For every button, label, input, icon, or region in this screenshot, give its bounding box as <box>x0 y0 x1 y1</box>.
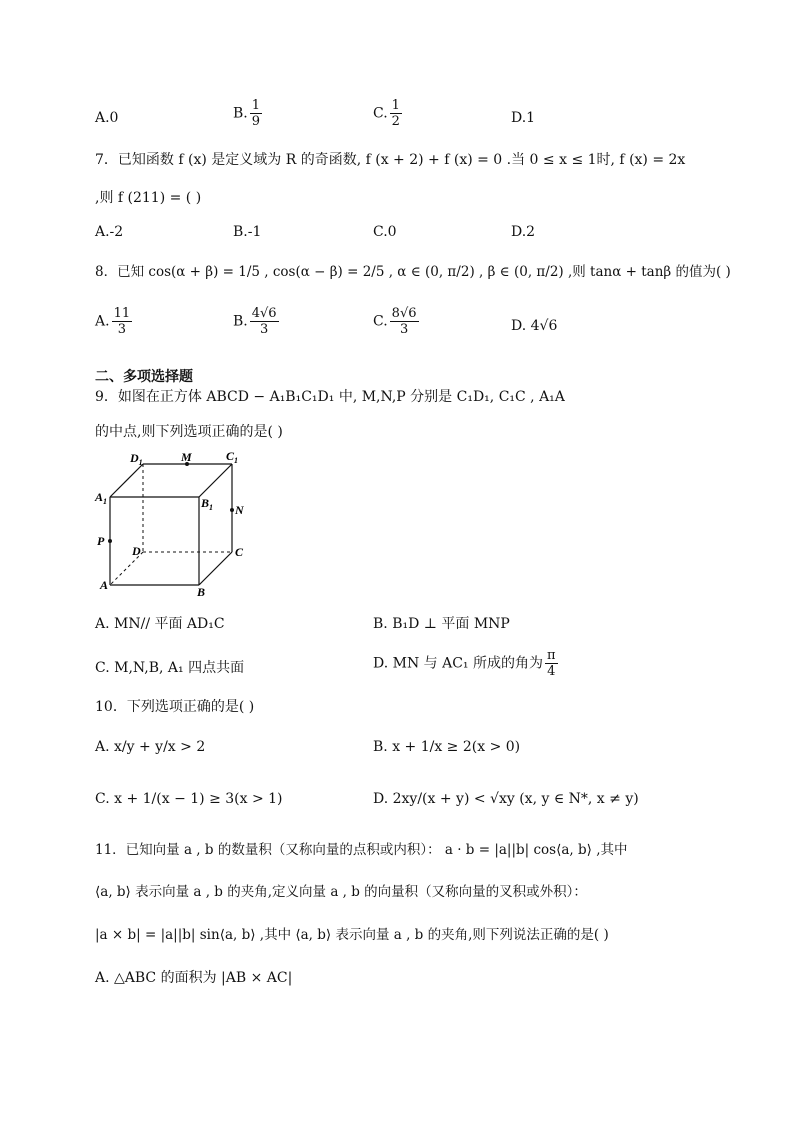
q7-stem-line2: ,则 f (211) = ( ) <box>95 190 202 206</box>
cube-diagram <box>92 450 252 600</box>
label-a1: $A_1$ <box>95 490 108 506</box>
q9-option-a: A. MN// 平面 AD₁C <box>95 616 225 632</box>
label-a: A <box>100 578 109 592</box>
q7-stem-line1: 7．已知函数 f (x) 是定义域为 R 的奇函数, f (x + 2) + f (x) = 0 .当 0 ≤ x ≤ 1时, f (x) = 2x <box>95 152 686 168</box>
label-b1: $B_1$ <box>201 496 214 512</box>
q10-option-d: D. 2xy/(x + y) < √xy (x, y ∈ N*, x ≠ y) <box>373 791 639 807</box>
q6-option-a: A.0 <box>95 110 119 126</box>
q6-option-b: B. $\frac{1}{9}$ <box>233 98 261 129</box>
q8-option-a: A. $\frac{11}{3}$ <box>95 306 131 337</box>
q7-option-a: A.-2 <box>95 224 124 240</box>
q11-stem-line2: ⟨a, b⟩ 表示向量 a , b 的夹角,定义向量 a , b 的向量积（又称向量的叉积或外积）： <box>95 884 587 900</box>
label-d1: $D_1$ <box>130 451 143 467</box>
label-p: P <box>97 534 105 548</box>
label-b: B <box>197 585 206 599</box>
q6-option-c: C. $\frac{1}{2}$ <box>373 98 400 129</box>
point-p <box>108 539 112 543</box>
q7-option-c: C.0 <box>373 224 397 240</box>
q9-option-c: C. M,N,B, A₁ 四点共面 <box>95 660 245 676</box>
q10-option-c: C. x + 1/(x − 1) ≥ 3(x > 1) <box>95 791 283 807</box>
q7-option-d: D.2 <box>511 224 536 240</box>
label-c: C <box>235 545 244 559</box>
label-n: N <box>235 503 244 517</box>
q8-option-b: B. $\frac{4√6}{3}$ <box>233 306 277 337</box>
point-n <box>230 508 234 512</box>
q9-option-b: B. B₁D ⊥ 平面 MNP <box>373 616 510 632</box>
q10-stem: 10．下列选项正确的是( ) <box>95 699 255 715</box>
label-m: M <box>181 450 192 464</box>
q10-option-b: B. x + 1/x ≥ 2(x > 0) <box>373 739 521 755</box>
q8-stem: 8．已知 cos(α + β) = 1/5 , cos(α − β) = 2/5 , α ∈ (0, π/2) , β ∈ (0, π/2) ,则 tanα + tanβ 的值为( ) <box>95 264 731 280</box>
q11-stem-line3: |a × b| = |a||b| sin⟨a, b⟩ ,其中 ⟨a, b⟩ 表示向量 a , b 的夹角,则下列说法正确的是( ) <box>95 927 609 943</box>
q11-option-a: A. △ABC 的面积为 |AB × AC| <box>95 970 293 986</box>
label-d: D <box>132 544 141 558</box>
q9-stem-line1: 9．如图在正方体 ABCD − A₁B₁C₁D₁ 中, M,N,P 分别是 C₁D₁, C₁C , A₁A <box>95 389 565 405</box>
q8-option-d: D. 4√6 <box>511 318 558 334</box>
q9-option-d: D. MN 与 AC₁ 所成的角为 $\frac{\pi}{4}$ <box>373 648 556 679</box>
q10-option-a: A. x/y + y/x > 2 <box>95 739 206 755</box>
q9-stem-line2: 的中点,则下列选项正确的是( ) <box>95 424 283 440</box>
q6-option-d: D.1 <box>511 110 536 126</box>
section-heading: 二、多项选择题 <box>95 369 193 385</box>
q7-option-b: B.-1 <box>233 224 262 240</box>
q8-option-c: C. $\frac{8√6}{3}$ <box>373 306 417 337</box>
q11-stem-line1: 11．已知向量 a , b 的数量积（又称向量的点积或内积）： a · b = |a||b| cos⟨a, b⟩ ,其中 <box>95 842 628 858</box>
label-c1: $C_1$ <box>226 450 239 465</box>
